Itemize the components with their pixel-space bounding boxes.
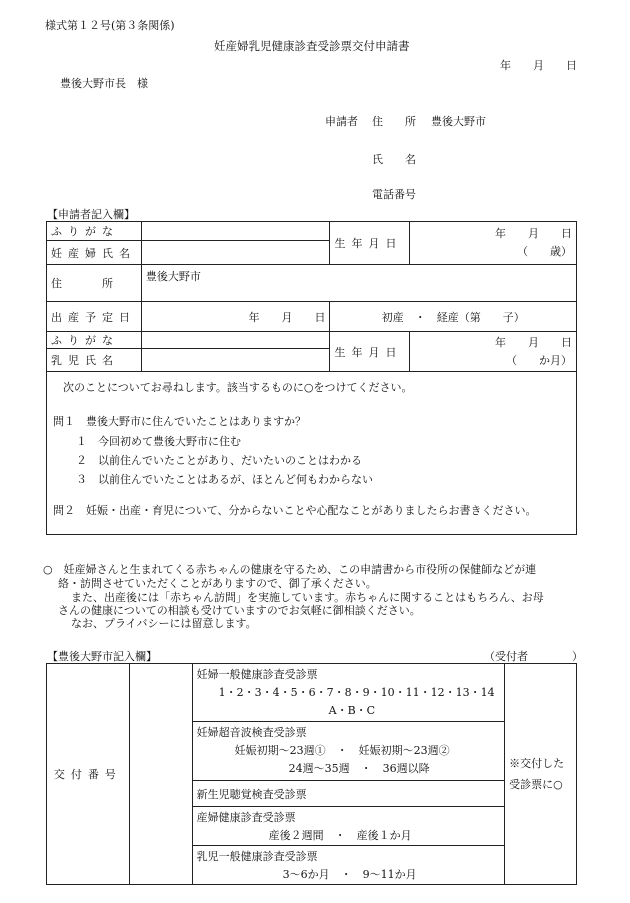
notice-line-3: また、出産後には「赤ちゃん訪問」を実施しています。赤ちゃんに関することはもちろん、お母 xyxy=(71,591,544,604)
ticket-ultrasound[interactable] xyxy=(192,722,505,781)
ticket-title: 妊婦一般健康診査受診票 xyxy=(196,668,318,681)
receiver-field[interactable]: （受付者 ） xyxy=(484,650,583,663)
infant-name-label: 乳児氏名 xyxy=(47,349,142,372)
issued-note xyxy=(505,664,577,885)
ticket-title: 新生児聴覚検査受診票 xyxy=(196,787,307,801)
city-section-heading: 【豊後大野市記入欄】 xyxy=(47,650,157,663)
question-1: 問１ 豊後大野市に住んでいたことはありますか？ xyxy=(53,415,306,428)
note-line-1: ※交付した xyxy=(509,757,565,770)
ticket-title: 妊婦超音波検査受診票 xyxy=(196,726,307,739)
q1-option-1[interactable]: １ 今回初めて豊後大野市に住む xyxy=(76,435,241,448)
mother-birthdate-ymd: 年 月 日 xyxy=(495,227,572,240)
issue-number-label: 交付番号 xyxy=(47,664,130,885)
parity-field[interactable]: 初産 ・ 経産（第 子） xyxy=(330,302,577,332)
issue-number-field[interactable] xyxy=(129,664,192,885)
form-number: 様式第１２号(第３条関係) xyxy=(45,19,175,32)
question-2: 問２ 妊娠・出産・育児について、分からないことや心配なことがありましたらお書きください。 xyxy=(53,504,537,517)
infant-name-field[interactable] xyxy=(141,349,330,372)
birthdate2-label: 生年月日 xyxy=(330,332,410,372)
address-row-value: 豊後大野市 xyxy=(145,270,201,283)
mother-name-label: 妊産婦氏名 xyxy=(47,241,142,265)
furigana-field[interactable] xyxy=(141,222,330,241)
ticket-options: 3～6か月 ・ 9～11か月 xyxy=(282,868,417,881)
notice-line-4: さんの健康についての相談も受けていますのでお気軽に御相談ください。 xyxy=(58,604,421,617)
q1-option-3[interactable]: ３ 以前住んでいたことはあるが、ほとんど何もわからない xyxy=(76,473,373,486)
ticket-infant-general[interactable] xyxy=(192,846,505,885)
mother-name-field[interactable] xyxy=(141,241,330,265)
questionnaire-box xyxy=(47,372,577,535)
ticket-options: A・B・C xyxy=(328,704,376,717)
city-table xyxy=(46,663,577,885)
date-line: 年 月 日 xyxy=(500,59,577,72)
document-title: 妊産婦乳児健康診査受診票交付申請書 xyxy=(214,39,410,53)
furigana2-label: ふりがな xyxy=(47,332,142,349)
name-label: 氏 名 xyxy=(372,153,416,166)
mother-age: （ 歳） xyxy=(517,245,572,258)
address-row-field[interactable] xyxy=(141,265,576,302)
applicant-section-heading: 【申請者記入欄】 xyxy=(47,208,135,221)
note-line-2: 受診票に○ xyxy=(509,778,563,791)
address-value: 豊後大野市 xyxy=(431,115,486,128)
address-row-label: 住 所 xyxy=(47,265,142,302)
infant-birthdate-field[interactable] xyxy=(410,332,577,372)
questionnaire-intro: 次のことについてお尋ねします。該当するものに○をつけてください。 xyxy=(63,381,413,394)
applicant-label: 申請者 xyxy=(325,115,358,128)
ticket-postpartum[interactable] xyxy=(192,807,505,846)
address-label: 住 所 xyxy=(372,115,416,128)
applicant-table xyxy=(46,221,577,535)
ticket-general-prenatal[interactable] xyxy=(192,664,505,722)
addressee: 豊後大野市長 様 xyxy=(60,77,148,90)
due-date-label: 出産予定日 xyxy=(47,302,142,332)
phone-label: 電話番号 xyxy=(372,188,416,201)
infant-months: （ か月） xyxy=(506,353,572,367)
ticket-options: 1・2・3・4・5・6・7・8・9・10・11・12・13・14 xyxy=(218,686,495,699)
notice-line-1: ○ 妊産婦さんと生まれてくる赤ちゃんの健康を守るため、この申請書から市役所の保健師などが連 xyxy=(43,563,537,576)
ticket-newborn-hearing[interactable] xyxy=(192,781,505,807)
furigana2-field[interactable] xyxy=(141,332,330,349)
ticket-title: 乳児一般健康診査受診票 xyxy=(196,850,318,863)
birthdate-label: 生年月日 xyxy=(330,222,410,265)
mother-birthdate-field[interactable] xyxy=(410,222,577,265)
furigana-label: ふりがな xyxy=(47,222,142,241)
ticket-options: 24週～35週 ・ 36週以降 xyxy=(288,762,430,775)
infant-birthdate-ymd: 年 月 日 xyxy=(495,335,572,349)
due-date-field[interactable]: 年 月 日 xyxy=(141,302,330,332)
notice-line-2: 絡・訪問させていただくことがありますので、御了承ください。 xyxy=(58,577,377,590)
q1-option-2[interactable]: ２ 以前住んでいたことがあり、だいたいのことはわかる xyxy=(76,454,362,467)
ticket-options: 産後２週間 ・ 産後１か月 xyxy=(268,829,412,842)
ticket-options: 妊娠初期～23週① ・ 妊娠初期～23週② xyxy=(234,744,450,757)
notice-line-5: なお、プライバシーには留意します。 xyxy=(71,617,257,630)
ticket-title: 産婦健康診査受診票 xyxy=(196,811,296,824)
